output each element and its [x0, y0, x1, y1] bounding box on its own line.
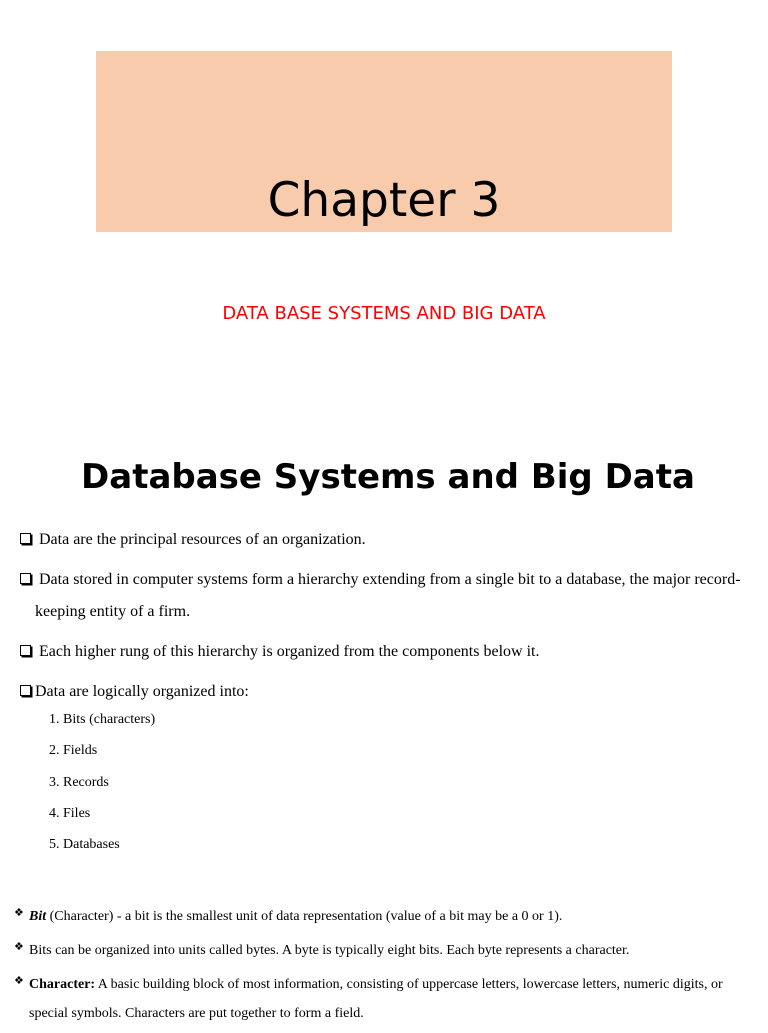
chapter-title: Chapter 3 — [267, 173, 501, 228]
definition-item — [14, 970, 754, 1028]
diamond-bullet-icon: ❖ — [14, 907, 24, 919]
bullet-text: Data are logically organized into: — [35, 683, 249, 700]
bullet-item — [20, 564, 750, 628]
checkbox-bullet-icon — [20, 685, 31, 696]
numbered-item: 2. Fields — [49, 743, 98, 759]
numbered-item: 4. Files — [49, 805, 91, 821]
bullet-text: Data are the principal resources of an organization. — [39, 531, 366, 548]
definition-text: A basic building block of most information, consisting of uppercase letters, lowercase letters, numeric digits, or special symbols. Characters are put together to form a field. — [29, 977, 723, 1021]
bullet-item — [20, 636, 750, 668]
numbered-list — [49, 709, 155, 865]
bullet-text: Data stored in computer systems form a hierarchy extending from a single bit to a database, the major record-keeping entity of a firm. — [35, 571, 741, 620]
checkbox-bullet-icon — [20, 573, 31, 584]
definition-item — [14, 936, 754, 965]
definition-text: Bits can be organized into units called bytes. A byte is typically eight bits. Each byte represents a character. — [29, 943, 630, 958]
definition-item — [14, 902, 754, 931]
section-heading: Database Systems and Big Data — [81, 457, 695, 497]
numbered-item: 3. Records — [49, 774, 109, 790]
checkbox-bullet-icon — [20, 533, 31, 544]
bullet-text: Each higher rung of this hierarchy is organized from the components below it. — [39, 643, 540, 660]
diamond-bullet-icon: ❖ — [14, 941, 24, 953]
numbered-item: 1. Bits (characters) — [49, 712, 156, 727]
definition-term: Bit — [29, 909, 47, 924]
diamond-bullet-icon: ❖ — [14, 975, 24, 987]
definition-list — [14, 902, 754, 1033]
bullet-item — [20, 676, 750, 708]
numbered-item: 5. Databases — [49, 837, 120, 853]
bullet-item — [20, 524, 750, 556]
bullet-list — [20, 524, 750, 716]
definition-text: (Character) - a bit is the smallest unit of data representation (value of a bit may be a 0 or 1). — [46, 909, 563, 924]
definition-term: Character: — [29, 977, 96, 992]
chapter-subtitle: DATA BASE SYSTEMS AND BIG DATA — [222, 303, 546, 324]
checkbox-bullet-icon — [20, 645, 31, 656]
